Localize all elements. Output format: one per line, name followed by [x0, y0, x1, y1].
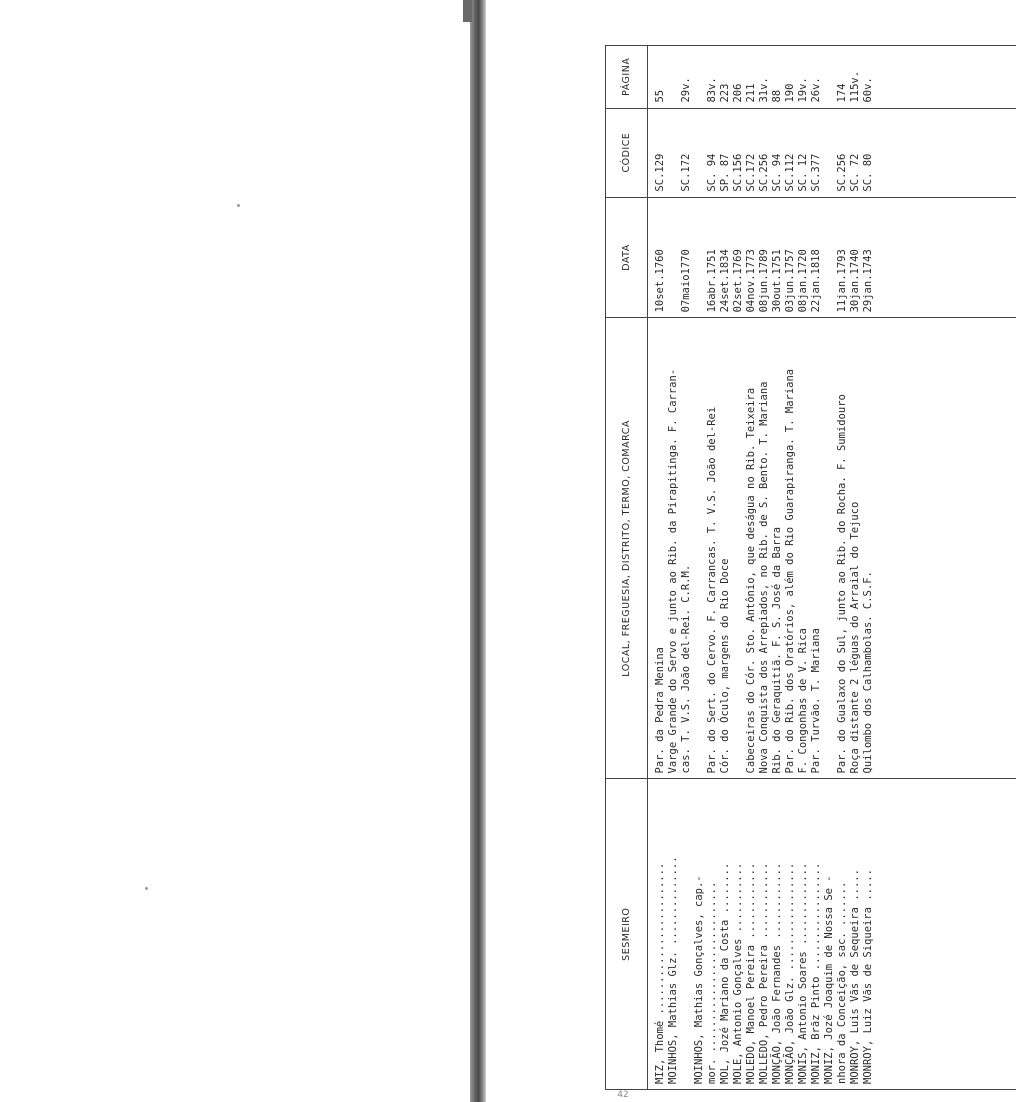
- codice-line: SC.377: [810, 153, 822, 192]
- local-line: Cabeceiras do Cór. Sto. Antônio, que deságua no Rib. Teixeira: [745, 387, 757, 774]
- sesmarias-register: [605, 45, 1016, 1090]
- codice-line: SC. 80: [862, 153, 874, 192]
- date-line: [823, 203, 836, 313]
- pagina-line: 83v.: [706, 77, 718, 103]
- pagina-line: 29v.: [680, 77, 692, 103]
- sesmeiro-line: MONROY, Luis Vās de Sequeira .....: [849, 869, 861, 1084]
- local-line: Roça distante 2 léguas do Arraial do Tejuco: [849, 501, 861, 774]
- sesmeiro-line: MONIS, Antonio Soares .............: [797, 862, 809, 1084]
- pagina-line: [823, 51, 836, 103]
- date-line: 08jun.1789: [758, 249, 770, 313]
- binding-tab: [463, 0, 472, 22]
- local-column: [648, 318, 1016, 779]
- local-line: [693, 323, 706, 773]
- page-number: 42: [617, 1090, 629, 1100]
- header-local: LOCAL, FREGUESIA, DISTRITO, TERMO, COMARCA: [606, 318, 648, 779]
- sesmeiro-line: MOINHOS, Mathias Glz. ..............: [667, 856, 679, 1084]
- sesmeiro-line: MOL, Jozé Mariano da Costa ........: [719, 862, 731, 1084]
- codice-line: SC. 12: [797, 153, 809, 192]
- sesmeiro-line: MONÇÃO, João Fernandes ............: [771, 862, 783, 1084]
- pagina-line: 211: [745, 83, 757, 103]
- paper-speck: [145, 887, 148, 890]
- sesmeiro-line: MOLLEDO, Pedro Pereira ............: [758, 862, 770, 1084]
- date-line: 03jun.1757: [784, 249, 796, 313]
- header-sesmeiro: SESMEIRO: [606, 779, 648, 1090]
- pagina-line: 174: [836, 83, 848, 103]
- date-line: 29jan.1743: [862, 249, 874, 313]
- pagina-line: 60v.: [862, 77, 874, 103]
- header-codice: CÓDICE: [606, 108, 648, 197]
- pagina-line: 190: [784, 83, 796, 103]
- local-line: Par. do Sert. do Cervo. F. Carrancas. T. V.S. João del-Rei: [706, 406, 718, 774]
- sesmeiro-line: MOLE, Antonio Gonçalves ...........: [732, 862, 744, 1084]
- codice-line: SC.172: [745, 153, 757, 192]
- local-line: Nova Conquista dos Arrepiados, no Rib. de S. Bento. T. Mariana: [758, 381, 770, 774]
- pagina-line: 206: [732, 83, 744, 103]
- codice-line: SC.256: [758, 153, 770, 192]
- local-line: cas. T. V.S. João del-Rei. C.R.M.: [680, 564, 692, 774]
- pagina-line: 26v.: [810, 77, 822, 103]
- header-row: [606, 46, 648, 1090]
- book-binding: [470, 0, 486, 1102]
- codice-line: SC.129: [654, 153, 666, 192]
- local-line: Par. do Rib. dos Oratórios, além do Rio Guarapiranga. T. Mariana: [784, 368, 796, 774]
- sesmeiro-line: MIZ, Thomé ........................: [654, 862, 666, 1084]
- local-line: Par. do Gualaxo do Sul, junto ao Rib. do Rocha. F. Sumidouro: [836, 394, 848, 774]
- pagina-line: 55: [654, 89, 666, 103]
- codice-line: SC. 94: [706, 153, 718, 192]
- codice-line: SC. 72: [849, 153, 861, 192]
- date-line: [693, 203, 706, 313]
- local-line: Cór. do Óculo, margens do Rio Doce: [719, 558, 731, 774]
- local-line: Par. da Pedra Menina: [654, 647, 666, 774]
- table-body-row: [648, 46, 1016, 1090]
- paper-speck: [237, 204, 240, 207]
- local-line: Rib. do Geraquitiã. F. S. José da Barra: [771, 526, 783, 774]
- sesmarias-table: [605, 45, 1016, 1090]
- date-line: 24set.1834: [719, 249, 731, 313]
- date-line: 30out.1751: [771, 249, 783, 313]
- sesmeiro-column: [648, 779, 1016, 1090]
- pagina-column: [648, 46, 1016, 109]
- date-line: 16abr.1751: [706, 249, 718, 313]
- codice-line: SC.256: [836, 153, 848, 192]
- codice-column: [648, 108, 1016, 197]
- local-line: Quilombo dos Calhambolas. C.S.F.: [862, 571, 874, 774]
- codice-line: SC. 94: [771, 153, 783, 192]
- pagina-line: [667, 51, 680, 103]
- pagina-line: 223: [719, 83, 731, 103]
- local-line: F. Congonhas de V. Rica: [797, 628, 809, 774]
- date-line: 08jan.1720: [797, 249, 809, 313]
- pagina-line: [693, 51, 706, 103]
- sesmeiro-line: MOLEDO, Manoel Pereira ............: [745, 862, 757, 1084]
- sesmeiro-line: nhora da Conceição, sac. .......: [836, 881, 848, 1084]
- header-pagina: PÁGINA: [606, 46, 648, 109]
- date-line: 10set.1760: [654, 249, 666, 313]
- sesmeiro-line: MONIZ, Jozé Joaquim de Nossa Se -: [823, 875, 835, 1084]
- sesmeiro-line: MONÇÃO, João Glz. .................: [784, 862, 796, 1084]
- codice-line: [823, 114, 836, 192]
- sesmeiro-line: [680, 784, 693, 1084]
- pagina-line: 19v.: [797, 77, 809, 103]
- date-line: 07maio1770: [680, 249, 692, 313]
- header-data: DATA: [606, 197, 648, 318]
- pagina-line: 88: [771, 89, 783, 103]
- codice-line: SC.172: [680, 153, 692, 192]
- codice-line: SC.112: [784, 153, 796, 192]
- date-line: 04nov.1773: [745, 249, 757, 313]
- sesmeiro-line: MONROY, Luiz Vās de Siqueira .....: [862, 869, 874, 1084]
- codice-line: SC.156: [732, 153, 744, 192]
- local-line: Par. Turvão. T. Mariana: [810, 628, 822, 774]
- date-line: 30jan.1740: [849, 249, 861, 313]
- date-line: [667, 203, 680, 313]
- codice-line: [667, 114, 680, 192]
- codice-line: SP. 87: [719, 153, 731, 192]
- local-line: Varge Grande do Servo e junto ao Rib. da Pirapitinga. F. Carran-: [667, 368, 679, 774]
- sesmeiro-line: mor. ...........................: [706, 881, 718, 1084]
- local-line: [732, 323, 745, 773]
- local-line: [823, 323, 836, 773]
- data-column: [648, 197, 1016, 318]
- pagina-line: 115v.: [849, 70, 861, 103]
- date-line: 22jan.1818: [810, 249, 822, 313]
- sesmeiro-line: MOINHOS, Mathias Gonçalves, cap.-: [693, 875, 705, 1084]
- pagina-line: 31v.: [758, 77, 770, 103]
- date-line: 11jan.1793: [836, 249, 848, 313]
- sesmeiro-line: MONIZ, Brāz Pinto .................: [810, 862, 822, 1084]
- date-line: 02set.1769: [732, 249, 744, 313]
- codice-line: [693, 114, 706, 192]
